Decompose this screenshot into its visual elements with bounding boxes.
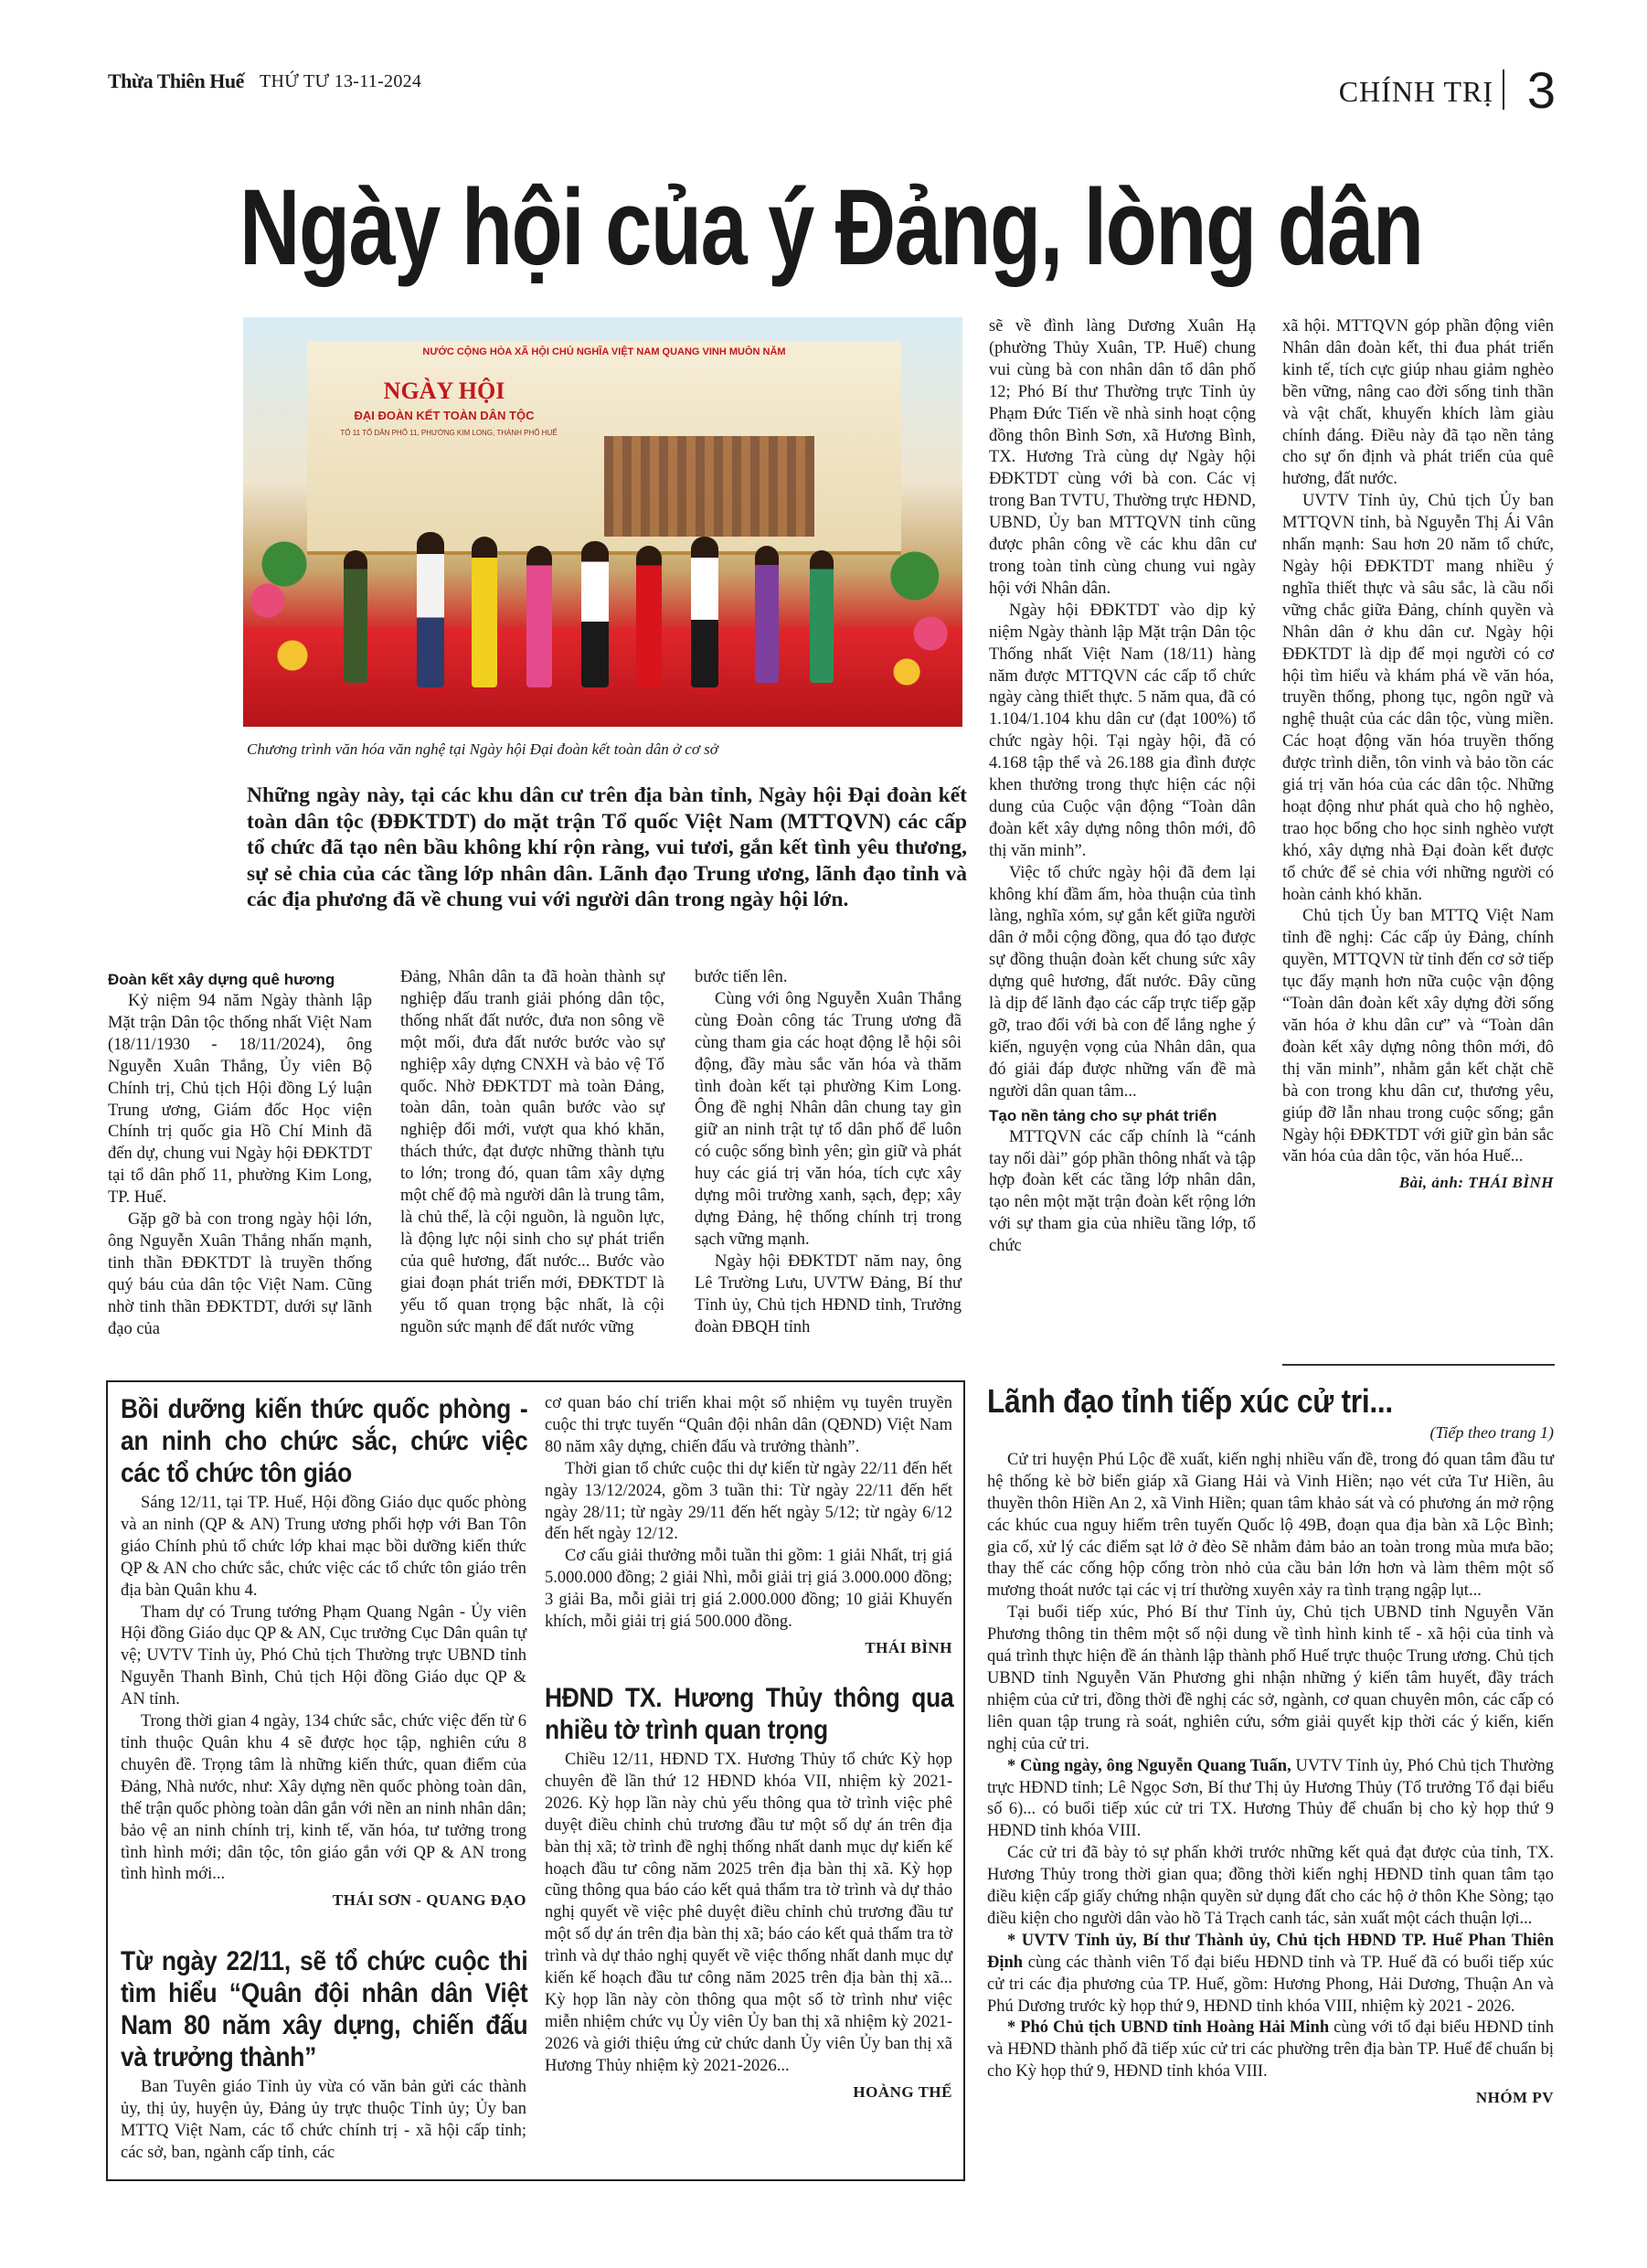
paragraph: cơ quan báo chí triển khai một số nhiệm vụ tuyên truyền cuộc thi trực tuyến “Quân đội nhân dân (QĐND) Việt Nam 80 năm xây dựng, chiến đấu và trưởng thành”. bbox=[545, 1394, 952, 1456]
paragraph: Ngày hội ĐĐKTDT năm nay, ông Lê Trường Lưu, UVTW Đảng, Bí thư Tỉnh ủy, Chủ tịch HĐND tỉnh, Trưởng đoàn ĐBQH tỉnh bbox=[695, 1251, 962, 1336]
section-name: CHÍNH TRỊ bbox=[1338, 75, 1493, 108]
article-column-3 bbox=[695, 967, 962, 1338]
paragraph: Chủ tịch Ủy ban MTTQ Việt Nam tỉnh đề nghị: Các cấp ủy Đảng, chính quyền, MTTQVN từ tỉnh đến cơ sở tiếp tục đẩy mạnh hơn nữa cuộc vận động “Toàn dân đoàn kết xây dựng đời sống văn hóa ở khu dân cư” và “Toàn dân đoàn kết xây dựng nông thôn mới, đô thị văn minh”, nhằm gắn kết chặt chẽ bà con trong khu dân cư, thương yêu, giúp đỡ lẫn nhau trong cuộc sống; gắn Ngày hội ĐĐKTDT với giữ gìn bản sắc văn hóa của dân tộc, văn hóa Huế... bbox=[1282, 907, 1554, 1166]
continuation-note: (Tiếp theo trang 1) bbox=[1429, 1423, 1554, 1442]
article-column-2 bbox=[400, 967, 664, 1338]
paragraph: Gặp gỡ bà con trong ngày hội lớn, ông Nguyễn Xuân Thắng nhấn mạnh, tinh thần ĐĐKTDT là truyền thống quý báu của dân tộc Việt Nam. Cũng nhờ tinh thần ĐĐKTDT, dưới sự lãnh đạo của bbox=[108, 1210, 372, 1338]
bold-lead: * UVTV Tỉnh ủy, Bí thư Thành ủy, Chủ tịch HĐND TP. Huế Phan Thiên Định bbox=[987, 1931, 1554, 1972]
byline: THÁI SƠN - QUANG ĐẠO bbox=[332, 1891, 526, 1910]
performer bbox=[472, 537, 497, 687]
page-header bbox=[108, 61, 1556, 121]
bold-lead: * Cùng ngày, ông Nguyễn Quang Tuấn, bbox=[1007, 1756, 1291, 1775]
banner-top-text: NƯỚC CỘNG HÒA XÃ HỘI CHỦ NGHĨA VIỆT NAM QUANG VINH MUÔN NĂM bbox=[422, 346, 786, 357]
box-article-3 bbox=[545, 1682, 952, 2103]
divider-line bbox=[1282, 1364, 1555, 1366]
paragraph-text: UVTV Tỉnh ủy, Phó Chủ tịch Thường trực HĐND tỉnh; Lê Ngọc Sơn, Bí thư Thị ủy Hương Thủy (Tổ trưởng Tổ đại biểu số 6)... có buổi tiếp xúc cử tri TX. Hương Thủy để chuẩn bị cho kỳ họp thứ 9 HĐND tỉnh khóa VIII. bbox=[987, 1756, 1554, 1841]
paragraph: Cùng với ông Nguyễn Xuân Thắng cùng Đoàn công tác Trung ương đã cùng tham gia các hoạt động lễ hội sôi động, đầy màu sắc văn hóa và thăm tình đoàn kết tại phường Kim Long. Ông đề nghị Nhân dân chung tay gìn giữ an ninh trật tự tổ dân phố để luôn có cuộc sống bình yên; gìn giữ và phát huy các giá trị văn hóa, tích cực xây dựng môi trường xanh, sạch, đẹp; xây dựng Đảng, hệ thống chính trị trong sạch vững mạnh. bbox=[695, 989, 962, 1249]
performer bbox=[755, 546, 779, 683]
paragraph: Đảng, Nhân dân ta đã hoàn thành sự nghiệp đấu tranh giải phóng dân tộc, thống nhất đất nước, đưa non sông về một mối, đưa đất nước bước vào sự nghiệp xây dựng CNXH và bảo vệ Tổ quốc. Nhờ ĐĐKTDT mà toàn Đảng, toàn dân, toàn quân bước vào sự nghiệp đổi mới, vượt qua khó khăn, thách thức, đạt được những thành tựu to lớn; trong đó, quan tâm xây dựng một chế độ mà người dân là trung tâm, là chủ thể, là cội nguồn, là nguồn lực, là động lực nội sinh cho sự phát triển của quê hương, đất nước... Bước vào giai đoạn phát triển mới, ĐĐKTDT là yếu tố quan trọng bậc nhất, là cội nguồn sức mạnh để đất nước vững bbox=[400, 968, 664, 1336]
byline: NHÓM PV bbox=[1475, 2089, 1554, 2107]
section-divider bbox=[1503, 69, 1504, 110]
box-article-1 bbox=[121, 1393, 526, 1911]
paragraph: MTTQVN các cấp chính là “cánh tay nối dài” góp phần thông nhất và tập hợp đoàn kết các tầng lớp nhân dân, tạo nên một mặt trận đoàn kết rộng lớn với sự tham gia của nhiều tầng lớp, tổ chức bbox=[989, 1127, 1256, 1256]
flowers-left bbox=[243, 527, 325, 710]
banner-title-2: ĐẠI ĐOÀN KẾT TOÀN DÂN TỘC bbox=[354, 409, 535, 422]
paragraph: bước tiến lên. bbox=[695, 968, 788, 986]
performer bbox=[417, 532, 444, 687]
paragraph bbox=[987, 1931, 1554, 2018]
article-column-1 bbox=[108, 967, 372, 1341]
article-title: Lãnh đạo tỉnh tiếp xúc cử tri... bbox=[987, 1382, 1393, 1420]
article-title: Bồi dưỡng kiến thức quốc phòng - an ninh cho chức sắc, chức việc các tổ chức tôn giáo bbox=[121, 1394, 528, 1488]
paragraph: UVTV Tỉnh ủy, Chủ tịch Ủy ban MTTQVN tỉnh, bà Nguyễn Thị Ái Vân nhấn mạnh: Sau hơn 20 năm tổ chức, Ngày hội ĐĐKTDT mang nhiều ý nghĩa thiết thực và sâu sắc, là cầu nối vững chắc giữa Đảng, chính quyền và Nhân dân ở khu dân cư. Ngày hội ĐĐKTDT là dịp để mọi người có cơ hội tìm hiểu và khám phá về văn hóa, truyền thống, phong tục, ngôn ngữ và nghệ thuật của các dân tộc, vùng miền. Các hoạt động văn hóa truyền thống được trình diễn, tôn vinh và bảo tồn các giá trị văn hóa của các dân tộc. Những hoạt động như phát quà cho hộ nghèo, trao học bổng cho học sinh nghèo vượt khó, xây dựng nhà Đại đoàn kết được tổ chức để sẻ chia với những người có hoàn cảnh khó khăn. bbox=[1282, 492, 1554, 904]
paragraph: Kỷ niệm 94 năm Ngày thành lập Mặt trận Dân tộc thống nhất Việt Nam (18/11/1930 - 18/11/2024), ông Nguyễn Xuân Thắng, Ủy viên Bộ Chính trị, Chủ tịch Hội đồng Lý luận Trung ương, Giám đốc Học viện Chính trị quốc gia Hồ Chí Minh đã đến dự, chung vui Ngày hội ĐĐKTDT tại tổ dân phố 11, phường Kim Long, TP. Huế. bbox=[108, 992, 372, 1208]
main-headline: Ngày hội của ý Đảng, lòng dân bbox=[239, 167, 1423, 288]
performer bbox=[810, 550, 834, 683]
box-article-2 bbox=[121, 1945, 526, 2165]
paragraph: Sáng 12/11, tại TP. Huế, Hội đồng Giáo dục quốc phòng và an ninh (QP & AN) Trung ương phối hợp với Ban Tôn giáo Chính phủ tổ chức lớp khai mạc bồi dưỡng kiến thức QP & AN cho chức sắc, chức việc các tổ chức tôn giáo trên địa bàn Quân khu 4. bbox=[121, 1494, 526, 1600]
paragraph: Tại buổi tiếp xúc, Phó Bí thư Tỉnh ủy, Chủ tịch UBND tỉnh Nguyễn Văn Phương thông tin thêm một số nội dung về tình hình kinh tế - xã hội của tỉnh và quá trình thực hiện đề án thành lập thành phố Huế trực thuộc Trung ương. Chủ tịch UBND tỉnh Nguyễn Văn Phương ghi nhận những ý kiến tâm huyết, đầy trách nhiệm của cử tri, đồng thời đề nghị các sở, ngành, cơ quan chuyên môn, các cấp có liên quan tập trung rà soát, nghiên cứu, sớm giải quyết kịp thời các ý kiến, kiến nghị của cử tri. bbox=[987, 1603, 1554, 1753]
article-column-4 bbox=[989, 316, 1256, 1258]
article-title: Từ ngày 22/11, sẽ tổ chức cuộc thi tìm hiểu “Quân đội nhân dân Việt Nam 80 năm xây dựng, chiến đấu và trưởng thành” bbox=[121, 1946, 528, 2072]
banner-sub: TỔ 11 TỔ DÂN PHỐ 11, PHƯỜNG KIM LONG, THÀNH PHỐ HUẾ bbox=[340, 429, 558, 437]
subheading: Đoàn kết xây dựng quê hương bbox=[108, 971, 335, 988]
article-column-5 bbox=[1282, 316, 1554, 1194]
paragraph: Chiều 12/11, HĐND TX. Hương Thủy tổ chức Kỳ họp chuyên đề lần thứ 12 HĐND khóa VII, nhiệm kỳ 2021-2026. Kỳ họp lần này chủ yếu thông qua tờ trình việc phê duyệt điều chỉnh chủ trương đầu tư một số dự án trên địa bàn thị xã; tờ trình đề nghị thống nhất danh mục dự kiến kế hoạch đầu tư công năm 2025 trên địa bàn thị xã. Kỳ họp cũng thông qua báo cáo kết quả thẩm tra tờ trình và dự thảo nghị quyết về việc phê duyệt điều chỉnh chủ trương đầu tư một số dự án trên địa bàn thị xã; báo cáo kết quả thẩm tra tờ trình và dự thảo nghị quyết về việc thống nhất danh mục dự kiến kế hoạch đầu tư công năm 2025 trên địa bàn thị xã... Kỳ họp lần này còn thông qua một số tờ trình như việc miễn nhiệm chức vụ Ủy viên Ủy ban thị xã nhiệm kỳ 2021-2026 và giới thiệu ứng cử chức danh Ủy viên Ủy ban thị xã Hương Thủy nhiệm kỳ 2021-2026... bbox=[545, 1751, 952, 2075]
paragraph: Tham dự có Trung tướng Phạm Quang Ngân - Ủy viên Hội đồng Giáo dục QP & AN, Cục trưởng Cục Dân quân tự vệ; UVTV Tỉnh ủy, Phó Chủ tịch Thường trực UBND tỉnh Nguyễn Thanh Bình, Chủ tịch Hội đồng Giáo dục QP & AN tỉnh. bbox=[121, 1603, 526, 1709]
performer bbox=[691, 537, 718, 687]
performer bbox=[581, 541, 609, 687]
paragraph-text: cùng các thành viên Tổ đại biểu HĐND tỉnh và TP. Huế đã có buổi tiếp xúc cử tri các địa phương của TP. Huế, gồm: Hương Phong, Hải Dương, Thuận An và Phú Dương trước kỳ họp thứ 9, HĐND tỉnh khóa VIII, nhiệm kỳ 2021 - 2026. bbox=[987, 1953, 1554, 2016]
stage-backdrop-pattern bbox=[604, 436, 814, 537]
byline: THÁI BÌNH bbox=[865, 1638, 952, 1656]
newspaper-name: Thừa Thiên Huế bbox=[108, 69, 244, 92]
page-number: 3 bbox=[1526, 61, 1556, 119]
flowers-right bbox=[883, 518, 962, 710]
issue-date: THỨ TƯ 13-11-2024 bbox=[260, 71, 422, 91]
paragraph: xã hội. MTTQVN góp phần động viên Nhân dân đoàn kết, thi đua phát triển kinh tế, tích cực giúp nhau giảm nghèo bền vững, nâng cao đời sống tinh thần và vật chất, khuyến khích làm giàu chính đáng. Điều này đã tạo nền tảng cho sự ổn định và phát triển của quê hương, đất nước. bbox=[1282, 317, 1554, 489]
article-title: HĐND TX. Hương Thủy thông qua nhiều tờ trình quan trọng bbox=[545, 1683, 954, 1745]
box-article-2-continued bbox=[545, 1393, 952, 1659]
lead-paragraph: Những ngày này, tại các khu dân cư trên địa bàn tỉnh, Ngày hội Đại đoàn kết toàn dân tộc (ĐĐKTDT) do mặt trận Tổ quốc Việt Nam (MTTQVN) các cấp tổ chức đã tạo nên bầu không khí rộn ràng, vui tươi, gắn kết tình yêu thương, sự sẻ chia của các tầng lớp nhân dân. Lãnh đạo Trung ương, lãnh đạo tỉnh và các địa phương đã về chung vui với người dân trong ngày hội lớn. bbox=[247, 783, 967, 911]
paragraph: Thời gian tổ chức cuộc thi dự kiến từ ngày 22/11 đến hết ngày 13/12/2024, gồm 3 tuần thi: Từ ngày 22/11 đến hết ngày 28/11; từ ngày 29/11 đến hết ngày 5/12; từ ngày 6/12 đến hết ngày 12/12. bbox=[545, 1459, 952, 1544]
performer bbox=[526, 546, 552, 687]
paragraph bbox=[987, 1756, 1554, 1844]
paragraph: Trong thời gian 4 ngày, 134 chức sắc, chức việc đến từ 6 tỉnh thuộc Quân khu 4 sẽ được học tập, nghiên cứu 8 chuyên đề. Trọng tâm là những kiến thức, quan điểm của Đảng, Nhà nước, như: Xây dựng nền quốc phòng toàn dân, thế trận quốc phòng toàn dân gắn với nền an ninh nhân dân; bảo vệ an ninh chính trị, kinh tế, văn hóa, tư tưởng trong tình hình mới; dân tộc, tôn giáo gắn với QP & AN trong tình hình mới... bbox=[121, 1712, 526, 1884]
paragraph: Các cử tri đã bày tỏ sự phấn khởi trước những kết quả đạt được của tỉnh, TX. Hương Thủy trong thời gian qua; đồng thời kiến nghị HĐND tỉnh quan tâm tạo điều kiện cấp giấy chứng nhận quyền sử dụng đất cho các hộ ở thôn Khe Sòng; tạo điều kiện cho người dân vào hồ Tả Trạch canh tác, sản xuất một cách thuận lợi... bbox=[987, 1844, 1554, 1928]
paragraph bbox=[987, 2018, 1554, 2083]
paragraph: Cử tri huyện Phú Lộc đề xuất, kiến nghị nhiều vấn đề, trong đó quan tâm đầu tư hệ thống kè bờ biển giáp xã Giang Hải và Vinh Hiền; nạo vét cửa Tư Hiền, âu thuyền thôn Hiền An 2, xã Vinh Hiền; quan tâm khảo sát và có phương án mở rộng các khúc cua nguy hiểm trên tuyến Quốc lộ 49B, đoạn qua địa bàn xã Lộc Bình; gia cố, xử lý các điểm sạt lở ở đèo Sẽ nhằm đảm bảo an toàn trong mùa mưa bão; thay thế các cống hộp cống tròn nhỏ của cầu bản lớn hơn và làm thêm một số mương thoát nước tại các vị trí thường xuyên xảy ra tình trạng ngập lụt... bbox=[987, 1450, 1554, 1601]
paragraph: Ban Tuyên giáo Tỉnh ủy vừa có văn bản gửi các thành ủy, thị ủy, huyện ủy, Đảng ủy trực thuộc Tỉnh ủy; Ủy ban MTTQ Việt Nam, các tổ chức chính trị - xã hội cấp tỉnh; các sở, ban, ngành cấp tỉnh, các bbox=[121, 2078, 526, 2162]
paragraph: Việc tổ chức ngày hội đã đem lại không khí đầm ấm, hòa thuận của tình làng, nghĩa xóm, sự gắn kết giữa người dân ở mỗi cộng đồng, qua đó tạo được sự đồng thuận đoàn kết chung sức xây dựng quê hương, đất nước. Đây cũng là dịp để lãnh đạo các cấp trực tiếp gặp gỡ, trao đổi với bà con để lắng nghe ý kiến, nguyện vọng của Nhân dân, qua đó giải đáp được những vấn đề mà người dân quan tâm... bbox=[989, 863, 1256, 1101]
banner-title-1: NGÀY HỘI bbox=[383, 378, 505, 404]
event-photo bbox=[243, 317, 962, 727]
paragraph: Ngày hội ĐĐKTDT vào dịp kỷ niệm Ngày thành lập Mặt trận Dân tộc Thống nhất Việt Nam (18/11) hàng năm được MTTQVN các cấp tổ chức ngày càng thiết thực. 5 năm qua, đã có 1.104/1.104 khu dân cư (đạt 100%) tổ chức ngày hội. Tại ngày hội, đã có 4.168 tập thể và 26.188 gia đình được khen thưởng trong thực hiện các nội dung của Cuộc vận động “Toàn dân đoàn kết xây dựng nông thôn mới, đô thị văn minh”. bbox=[989, 601, 1256, 860]
right-article bbox=[987, 1382, 1554, 2109]
performer bbox=[344, 550, 367, 683]
paragraph: Cơ cấu giải thưởng mỗi tuần thi gồm: 1 giải Nhất, trị giá 5.000.000 đồng; 2 giải Nhì, mỗi giải trị giá 3.000.000 đồng; 3 giải Ba, mỗi giải trị giá 2.000.000 đồng; 10 giải Khuyến khích, mỗi giải trị giá 500.000 đồng. bbox=[545, 1547, 952, 1632]
paragraph: sẽ về đình làng Dương Xuân Hạ (phường Thủy Xuân, TP. Huế) chung vui cùng bà con nhân dân tổ dân phố 12; Phó Bí thư Thường trực Tỉnh ủy Phạm Đức Tiến về nhà sinh hoạt cộng đồng thôn Bình Sơn, xã Hương Bình, TX. Hương Trà cùng dự Ngày hội ĐĐKTDT cùng với bà con. Các vị trong Ban TVTU, Thường trực HĐND, UBND, Ủy ban MTTQVN tỉnh cũng được phân công về các khu dân cư trong toàn tỉnh cùng chung vui ngày hội với Nhân dân. bbox=[989, 317, 1256, 598]
photo-caption: Chương trình văn hóa văn nghệ tại Ngày hội Đại đoàn kết toàn dân ở cơ sở bbox=[247, 740, 718, 758]
paragraph-text: cùng với tổ đại biểu HĐND tỉnh và HĐND thành phố đã tiếp xúc cử tri các phường trên địa bàn TP. Huế để chuẩn bị cho Kỳ họp thứ 9, HĐND tỉnh khóa VIII. bbox=[987, 2018, 1555, 2082]
subheading: Tạo nền tảng cho sự phát triển bbox=[989, 1106, 1217, 1124]
performer bbox=[636, 546, 662, 687]
byline: HOÀNG THẾ bbox=[853, 2082, 952, 2101]
bold-lead: * Phó Chủ tịch UBND tỉnh Hoàng Hải Minh bbox=[1007, 2018, 1330, 2038]
byline: Bài, ảnh: THÁI BÌNH bbox=[1398, 1174, 1554, 1192]
